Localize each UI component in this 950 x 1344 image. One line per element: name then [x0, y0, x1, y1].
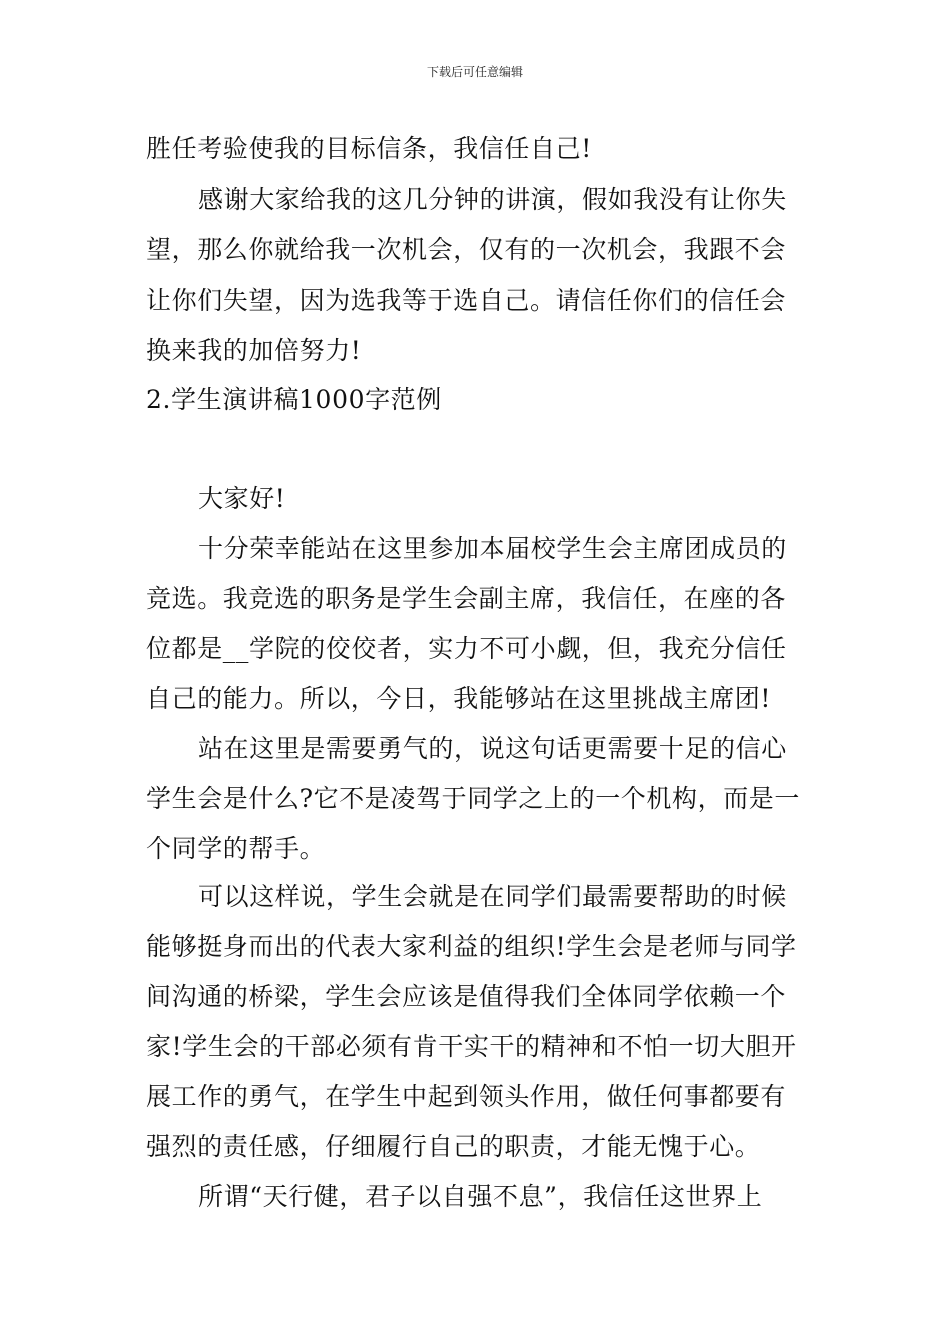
- text-line: 站在这里是需要勇气的，说这句话更需要十足的信心: [198, 734, 787, 763]
- text-line: 十分荣幸能站在这里参加本届校学生会主席团成员的: [198, 534, 787, 563]
- text-line: 换来我的加倍努力!: [146, 336, 362, 365]
- text-line: 让你们失望，因为选我等于选自己。请信任你们的信任会: [146, 286, 787, 315]
- text-line: 位都是__学院的佼佼者，实力不可小觑，但，我充分信任: [146, 634, 787, 663]
- text-line: 可以这样说，学生会就是在同学们最需要帮助的时候: [198, 882, 787, 911]
- text-line: 竞选。我竞选的职务是学生会副主席，我信任，在座的各: [146, 584, 787, 613]
- text-line: 所谓“天行健，君子以自强不息”，我信任这世界上: [198, 1182, 763, 1211]
- text-line: 感谢大家给我的这几分钟的讲演，假如我没有让你失: [198, 185, 787, 214]
- section-heading: 2.学生演讲稿1000字范例: [146, 385, 442, 414]
- text-line: 自己的能力。所以，今日，我能够站在这里挑战主席团!: [146, 684, 772, 713]
- text-line: 胜任考验使我的目标信条，我信任自己!: [146, 134, 592, 163]
- text-line: 家!学生会的干部必须有肯干实干的精神和不怕一切大胆开: [146, 1032, 797, 1061]
- text-line: 间沟通的桥梁，学生会应该是值得我们全体同学依赖一个: [146, 982, 787, 1011]
- text-line: 大家好!: [198, 484, 286, 513]
- text-line: 个同学的帮手。: [146, 834, 326, 863]
- text-line: 学生会是什么?它不是凌驾于同学之上的一个机构，而是一: [146, 784, 801, 813]
- text-line: 强烈的责任感，仔细履行自己的职责，才能无愧于心。: [146, 1132, 761, 1161]
- text-line: 展工作的勇气，在学生中起到领头作用，做任何事都要有: [146, 1082, 787, 1111]
- text-line: 望，那么你就给我一次机会，仅有的一次机会，我跟不会: [146, 235, 787, 264]
- text-line: 能够挺身而出的代表大家利益的组织!学生会是老师与同学: [146, 932, 797, 961]
- page-header: 下载后可任意编辑: [426, 65, 523, 79]
